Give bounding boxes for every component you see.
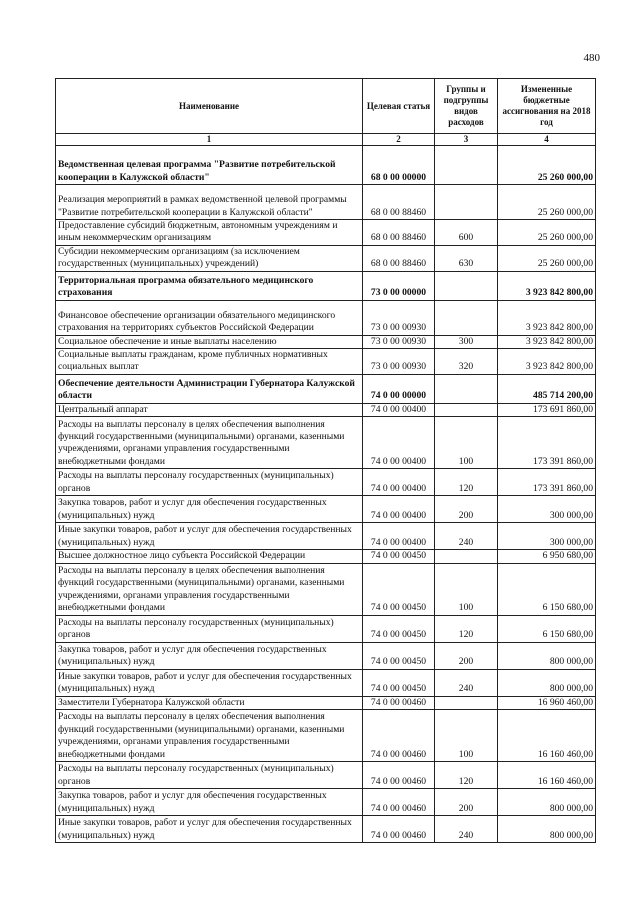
row-name: Обеспечение деятельности Администрации Губернатора Калужской области xyxy=(56,374,363,403)
row-expense-group: 300 xyxy=(435,335,498,348)
row-name: Заместители Губернатора Калужской области xyxy=(56,696,363,709)
row-amount: 6 950 680,00 xyxy=(498,550,596,563)
row-expense-group: 200 xyxy=(435,642,498,669)
row-name: Социальное обеспечение и иные выплаты населению xyxy=(56,335,363,348)
row-expense-group: 200 xyxy=(435,496,498,523)
header-group: Группы и подгруппы видов расходов xyxy=(435,79,498,134)
row-target-code: 74 0 00 00460 xyxy=(363,789,435,816)
row-name: Финансовое обеспечение организации обязательного медицинского страхования на территориях субъектов Российской Федерации xyxy=(56,300,363,335)
row-target-code: 74 0 00 00000 xyxy=(363,374,435,403)
row-amount: 3 923 842 800,00 xyxy=(498,300,596,335)
row-target-code: 74 0 00 00450 xyxy=(363,563,435,615)
row-expense-group: 100 xyxy=(435,710,498,762)
column-number: 1 xyxy=(56,134,363,146)
row-name: Иные закупки товаров, работ и услуг для обеспечения государственных (муниципальных) нужд xyxy=(56,816,363,843)
table-row xyxy=(56,642,596,669)
row-name: Расходы на выплаты персоналу в целях обеспечения выполнения функций государственными (муниципальными) органами, казенными учреждениями, органами управления государственными внебюджетными фондами xyxy=(56,417,363,469)
row-expense-group: 200 xyxy=(435,789,498,816)
table-row xyxy=(56,300,596,335)
row-target-code: 68 0 00 88460 xyxy=(363,185,435,220)
row-expense-group: 100 xyxy=(435,417,498,469)
row-expense-group xyxy=(435,300,498,335)
row-amount: 25 260 000,00 xyxy=(498,146,596,185)
table-row xyxy=(56,496,596,523)
row-name: Расходы на выплаты персоналу государственных (муниципальных) органов xyxy=(56,762,363,789)
row-name: Ведомственная целевая программа "Развитие потребительской кооперации в Калужской области" xyxy=(56,146,363,185)
row-amount: 25 260 000,00 xyxy=(498,220,596,246)
row-amount: 3 923 842 800,00 xyxy=(498,335,596,348)
table-row xyxy=(56,615,596,642)
table-row xyxy=(56,245,596,271)
table-row xyxy=(56,417,596,469)
header-row xyxy=(56,79,596,134)
table-row xyxy=(56,696,596,709)
row-name: Территориальная программа обязательного медицинского страхования xyxy=(56,271,363,300)
budget-table xyxy=(55,78,596,843)
row-amount: 16 160 460,00 xyxy=(498,762,596,789)
row-name: Расходы на выплаты персоналу государственных (муниципальных) органов xyxy=(56,615,363,642)
column-number: 2 xyxy=(363,134,435,146)
table-row xyxy=(56,816,596,843)
row-name: Закупка товаров, работ и услуг для обеспечения государственных (муниципальных) нужд xyxy=(56,789,363,816)
table-row xyxy=(56,710,596,762)
table-body xyxy=(56,146,596,843)
row-expense-group: 600 xyxy=(435,220,498,246)
row-name: Субсидии некоммерческим организациям (за исключением государственных (муниципальных) учреждений) xyxy=(56,245,363,271)
row-expense-group: 240 xyxy=(435,816,498,843)
row-name: Предоставление субсидий бюджетным, автономным учреждениям и иным некоммерческим организациям xyxy=(56,220,363,246)
row-amount: 800 000,00 xyxy=(498,816,596,843)
row-name: Центральный аппарат xyxy=(56,403,363,416)
table-row xyxy=(56,403,596,416)
row-target-code: 74 0 00 00450 xyxy=(363,669,435,696)
table-row xyxy=(56,762,596,789)
table-row xyxy=(56,374,596,403)
header-code: Целевая статья xyxy=(363,79,435,134)
row-amount: 800 000,00 xyxy=(498,669,596,696)
row-target-code: 74 0 00 00460 xyxy=(363,710,435,762)
header-name: Наименование xyxy=(56,79,363,134)
row-amount: 6 150 680,00 xyxy=(498,615,596,642)
row-target-code: 68 0 00 00000 xyxy=(363,146,435,185)
row-name: Расходы на выплаты персоналу государственных (муниципальных) органов xyxy=(56,469,363,496)
table-row xyxy=(56,669,596,696)
row-expense-group xyxy=(435,550,498,563)
row-target-code: 73 0 00 00930 xyxy=(363,335,435,348)
row-expense-group: 630 xyxy=(435,245,498,271)
row-amount: 800 000,00 xyxy=(498,642,596,669)
row-target-code: 74 0 00 00450 xyxy=(363,615,435,642)
row-name: Иные закупки товаров, работ и услуг для обеспечения государственных (муниципальных) нужд xyxy=(56,669,363,696)
column-number: 3 xyxy=(435,134,498,146)
row-expense-group xyxy=(435,696,498,709)
table-row xyxy=(56,550,596,563)
row-amount: 173 391 860,00 xyxy=(498,417,596,469)
row-name: Закупка товаров, работ и услуг для обеспечения государственных (муниципальных) нужд xyxy=(56,496,363,523)
row-amount: 25 260 000,00 xyxy=(498,185,596,220)
row-amount: 173 691 860,00 xyxy=(498,403,596,416)
row-target-code: 73 0 00 00000 xyxy=(363,271,435,300)
row-name: Реализация мероприятий в рамках ведомственной целевой программы "Развитие потребительской кооперации в Калужской области" xyxy=(56,185,363,220)
row-name: Иные закупки товаров, работ и услуг для обеспечения государственных (муниципальных) нужд xyxy=(56,523,363,550)
row-amount: 25 260 000,00 xyxy=(498,245,596,271)
row-target-code: 74 0 00 00400 xyxy=(363,496,435,523)
row-target-code: 74 0 00 00400 xyxy=(363,403,435,416)
row-name: Социальные выплаты гражданам, кроме публичных нормативных социальных выплат xyxy=(56,349,363,375)
row-amount: 16 160 460,00 xyxy=(498,710,596,762)
row-expense-group: 120 xyxy=(435,469,498,496)
row-amount: 485 714 200,00 xyxy=(498,374,596,403)
row-target-code: 74 0 00 00400 xyxy=(363,523,435,550)
row-target-code: 68 0 00 88460 xyxy=(363,245,435,271)
table-row xyxy=(56,789,596,816)
table-row xyxy=(56,469,596,496)
row-expense-group xyxy=(435,374,498,403)
row-target-code: 74 0 00 00450 xyxy=(363,642,435,669)
row-target-code: 68 0 00 88460 xyxy=(363,220,435,246)
row-amount: 3 923 842 800,00 xyxy=(498,349,596,375)
row-expense-group: 240 xyxy=(435,523,498,550)
column-number-row xyxy=(56,134,596,146)
row-amount: 300 000,00 xyxy=(498,523,596,550)
row-expense-group xyxy=(435,403,498,416)
row-name: Расходы на выплаты персоналу в целях обеспечения выполнения функций государственными (муниципальными) органами, казенными учреждениями, органами управления государственными внебюджетными фондами xyxy=(56,563,363,615)
row-amount: 173 391 860,00 xyxy=(498,469,596,496)
row-amount: 16 960 460,00 xyxy=(498,696,596,709)
column-number: 4 xyxy=(498,134,596,146)
row-target-code: 74 0 00 00450 xyxy=(363,550,435,563)
row-target-code: 74 0 00 00400 xyxy=(363,417,435,469)
row-amount: 3 923 842 800,00 xyxy=(498,271,596,300)
table-row xyxy=(56,563,596,615)
table-row xyxy=(56,349,596,375)
table-row xyxy=(56,185,596,220)
row-expense-group: 320 xyxy=(435,349,498,375)
row-expense-group: 240 xyxy=(435,669,498,696)
row-amount: 6 150 680,00 xyxy=(498,563,596,615)
table-row xyxy=(56,335,596,348)
row-expense-group xyxy=(435,271,498,300)
row-expense-group xyxy=(435,146,498,185)
table-row xyxy=(56,220,596,246)
row-name: Высшее должностное лицо субъекта Российской Федерации xyxy=(56,550,363,563)
row-target-code: 74 0 00 00460 xyxy=(363,816,435,843)
row-expense-group xyxy=(435,185,498,220)
row-name: Расходы на выплаты персоналу в целях обеспечения выполнения функций государственными (муниципальными) органами, казенными учреждениями, органами управления государственными внебюджетными фондами xyxy=(56,710,363,762)
page-number: 480 xyxy=(583,52,600,64)
row-target-code: 74 0 00 00400 xyxy=(363,469,435,496)
row-name: Закупка товаров, работ и услуг для обеспечения государственных (муниципальных) нужд xyxy=(56,642,363,669)
header-amount: Измененные бюджетные ассигнования на 2018 год xyxy=(498,79,596,134)
row-expense-group: 120 xyxy=(435,615,498,642)
table-row xyxy=(56,271,596,300)
table-row xyxy=(56,146,596,185)
row-expense-group: 100 xyxy=(435,563,498,615)
row-amount: 800 000,00 xyxy=(498,789,596,816)
row-target-code: 74 0 00 00460 xyxy=(363,762,435,789)
row-target-code: 73 0 00 00930 xyxy=(363,349,435,375)
row-amount: 300 000,00 xyxy=(498,496,596,523)
row-target-code: 73 0 00 00930 xyxy=(363,300,435,335)
table-row xyxy=(56,523,596,550)
row-target-code: 74 0 00 00460 xyxy=(363,696,435,709)
row-expense-group: 120 xyxy=(435,762,498,789)
